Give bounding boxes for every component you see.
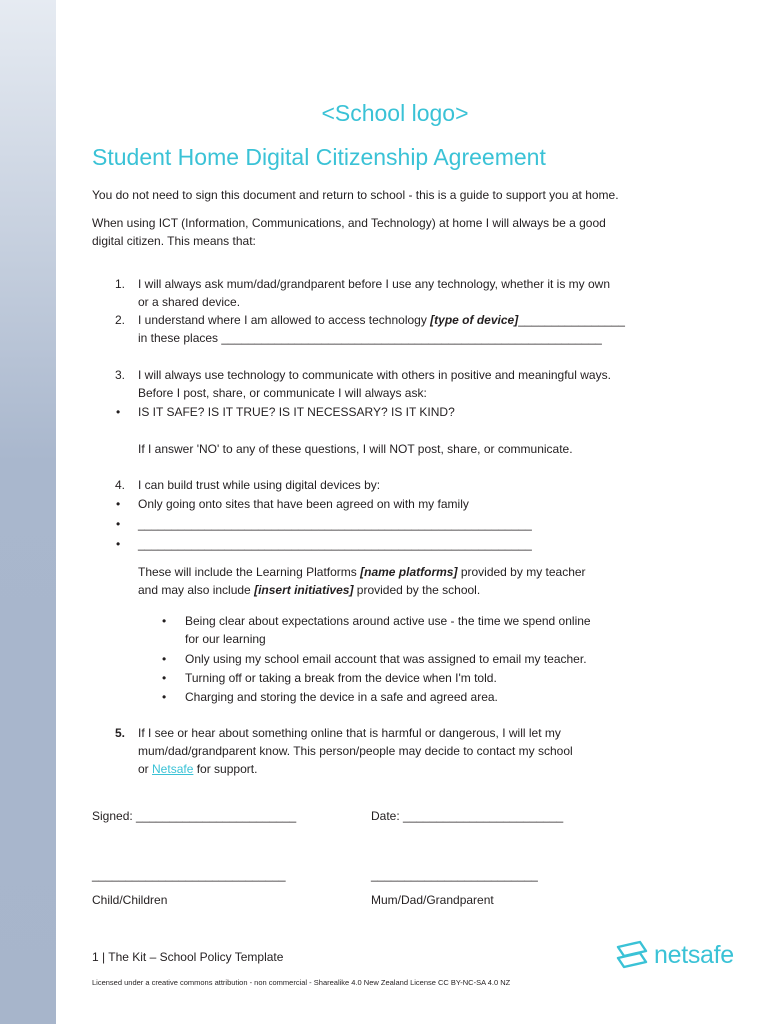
parent-signature-line[interactable]: _________________________	[371, 868, 538, 882]
netsafe-wordmark: netsafe	[654, 940, 734, 969]
item-5-post: for support.	[193, 762, 258, 776]
bullet-icon: •	[116, 405, 121, 419]
item-3-questions: IS IT SAFE? IS IT TRUE? IS IT NECESSARY? IS IT KIND?	[138, 405, 455, 419]
intro-paragraph: You do not need to sign this document and return to school - this is a guide to support you at home.	[92, 188, 619, 202]
netsafe-link[interactable]: Netsafe	[152, 762, 194, 776]
intro-paragraph-2-line-2: digital citizen. This means that:	[92, 234, 256, 248]
places-blank-line[interactable]: in these places _________________________________________________________	[138, 331, 602, 345]
sub-bullet-4: Charging and storing the device in a safe and agreed area.	[185, 690, 498, 704]
learning-platforms-post: provided by my teacher	[457, 565, 586, 579]
initiatives-post: provided by the school.	[353, 583, 481, 597]
date-field[interactable]: Date: ________________________	[371, 809, 564, 823]
page-title: Student Home Digital Citizenship Agreement	[92, 144, 546, 170]
signed-field[interactable]: Signed: ________________________	[92, 809, 297, 823]
netsafe-logo-icon	[614, 939, 650, 971]
bullet-icon: •	[162, 652, 167, 666]
item-1-text: I will always ask mum/dad/grandparent before I use any technology, whether it is my own	[138, 277, 611, 291]
item-5-text-end	[138, 760, 257, 778]
license-text: Licensed under a creative commons attribution - non commercial - Sharealike 4.0 New Zealand License CC BY-NC-SA 4.0 NZ	[92, 978, 511, 987]
item-number: 3.	[114, 368, 125, 382]
bullet-icon: •	[116, 517, 121, 531]
intro-paragraph-2-line-1: When using ICT (Information, Communications, and Technology) at home I will always be a good	[92, 216, 606, 230]
item-5-pre: or	[138, 762, 153, 776]
netsafe-logo	[614, 938, 754, 972]
bullet-icon: •	[116, 497, 121, 511]
bullet-icon: •	[162, 690, 167, 704]
item-5-text-cont: mum/dad/grandparent know. This person/people may decide to contact my school	[138, 744, 573, 758]
item-4-blank-line[interactable]: ___________________________________________________________	[138, 537, 532, 551]
item-1-text-cont: or a shared device.	[138, 295, 241, 309]
device-type-blank[interactable]: ________________	[518, 313, 625, 327]
child-caption: Child/Children	[92, 893, 168, 907]
item-4-bullet-1: Only going onto sites that have been agreed on with my family	[138, 497, 469, 511]
item-number: 1.	[114, 277, 125, 291]
platforms-field[interactable]: [name platforms]	[360, 565, 458, 579]
initiatives-pre: and may also include	[138, 583, 255, 597]
bullet-icon: •	[116, 537, 121, 551]
school-logo-placeholder: <School logo>	[321, 100, 469, 126]
item-5-text: If I see or hear about something online that is harmful or dangerous, I will let my	[138, 726, 561, 740]
item-number: 2.	[114, 313, 125, 327]
item-2-text-pre: I understand where I am allowed to access technology	[138, 313, 431, 327]
initiatives-text	[138, 581, 480, 599]
sub-bullet-1: Being clear about expectations around active use - the time we spend online	[185, 614, 591, 628]
sub-bullet-2: Only using my school email account that was assigned to email my teacher.	[185, 652, 587, 666]
item-4-text: I can build trust while using digital devices by:	[138, 478, 381, 492]
parent-caption: Mum/Dad/Grandparent	[371, 893, 494, 907]
item-2-text	[138, 311, 625, 329]
side-decorative-band	[0, 0, 56, 1024]
child-signature-line[interactable]: _____________________________	[92, 868, 286, 882]
bullet-icon: •	[162, 671, 167, 685]
sub-bullet-1-cont: for our learning	[185, 632, 266, 646]
item-4-blank-line[interactable]: ___________________________________________________________	[138, 517, 532, 531]
learning-platforms-pre: These will include the Learning Platforms	[138, 565, 361, 579]
learning-platforms-text	[138, 563, 586, 581]
item-3-text: I will always use technology to communicate with others in positive and meaningful ways.	[138, 368, 611, 382]
footer-page-label: 1 | The Kit – School Policy Template	[92, 950, 284, 964]
item-3-note: If I answer 'NO' to any of these questions, I will NOT post, share, or communicate.	[138, 442, 573, 456]
bullet-icon: •	[162, 614, 167, 628]
device-type-field[interactable]: [type of device]	[430, 313, 519, 327]
item-number: 5.	[114, 726, 125, 740]
item-3-text-cont: Before I post, share, or communicate I will always ask:	[138, 386, 427, 400]
initiatives-field[interactable]: [insert initiatives]	[254, 583, 354, 597]
sub-bullet-3: Turning off or taking a break from the device when I'm told.	[185, 671, 497, 685]
item-number: 4.	[114, 478, 125, 492]
